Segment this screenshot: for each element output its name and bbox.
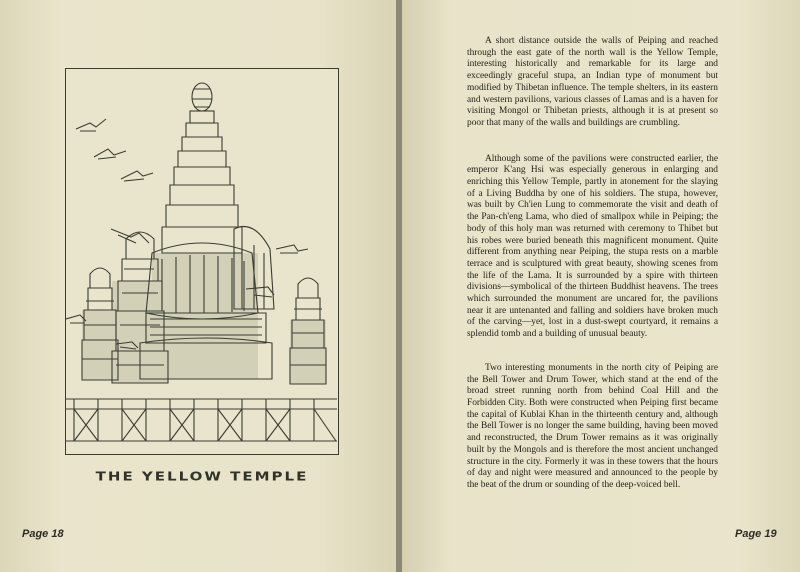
paragraph-yellow-temple-history: Although some of the pavilions were constructed earlier, the emperor K'ang Hsi was especially generous in enlarging and enriching this Yellow Temple, partly in atonement for the slaying of a Living Buddha by one of his soldiers. The stupa, however, was built by Ch'ien Lung to commemorate the visit and death of the Pan-ch'eng Lama, who died of smallpox while in Peiping; the body of this holy man was returned with ceremony to Thibet but his robes were buried beneath this magnificent monument. Quite different from anything near Peiping, the stupa rests on a marble terrace and is sculptured with great beauty, showing scenes from the life of the Lama. It is surrounded by a spire with thirteen divisions—symbolical of the thirteen Buddhist heavens. The trees which surrounded the monument are uncared for, the pavilions near it are untenanted and falling and soldiers have broken much of the carving—yet, lost in a dust-swept courtyard, it remains a splendid tomb and a building of unusual beauty. [467, 153, 718, 340]
illustration-caption: THE YELLOW TEMPLE [95, 468, 309, 484]
paragraph-yellow-temple-intro: A short distance outside the walls of Peiping and reached through the east gate of the north wall is the Yellow Temple, interesting historically and remarkable for its large and exceedingly graceful stupa, an Indian type of monument but modified by Thibetan influence. The temple shelters, in its eastern and western pavilions, various classes of Lamas and is a haven for visiting Mongol or Thibetan priests, although it is at present so poor that many of the walls and buildings are crumbling. [467, 36, 718, 128]
left-page [0, 0, 398, 572]
page-number-left: Page 18 [22, 528, 64, 540]
yellow-temple-illustration [66, 69, 337, 453]
paragraph-bell-drum-towers: Two interesting monuments in the north city of Peiping are the Bell Tower and Drum Tower, which stand at the end of the broad street running north from behind Coal Hill and the Forbidden City. Both were constructed when Peiping first became the capital of Kublai Khan in the thirteenth century and, although the Bell Tower is no longer the same building, having been moved and reconstructed, the Drum Tower remains as it was originally built by the Mongols and is therefore the most ancient unchanged structure in the city. Formerly it was in these towers that the hours of day and night were measured and announced to the people by the beat of the drum or sounding of the deep-voiced bell. [467, 362, 718, 490]
text-column [467, 36, 718, 514]
illustration-frame [65, 68, 339, 455]
page-number-right: Page 19 [735, 528, 777, 540]
